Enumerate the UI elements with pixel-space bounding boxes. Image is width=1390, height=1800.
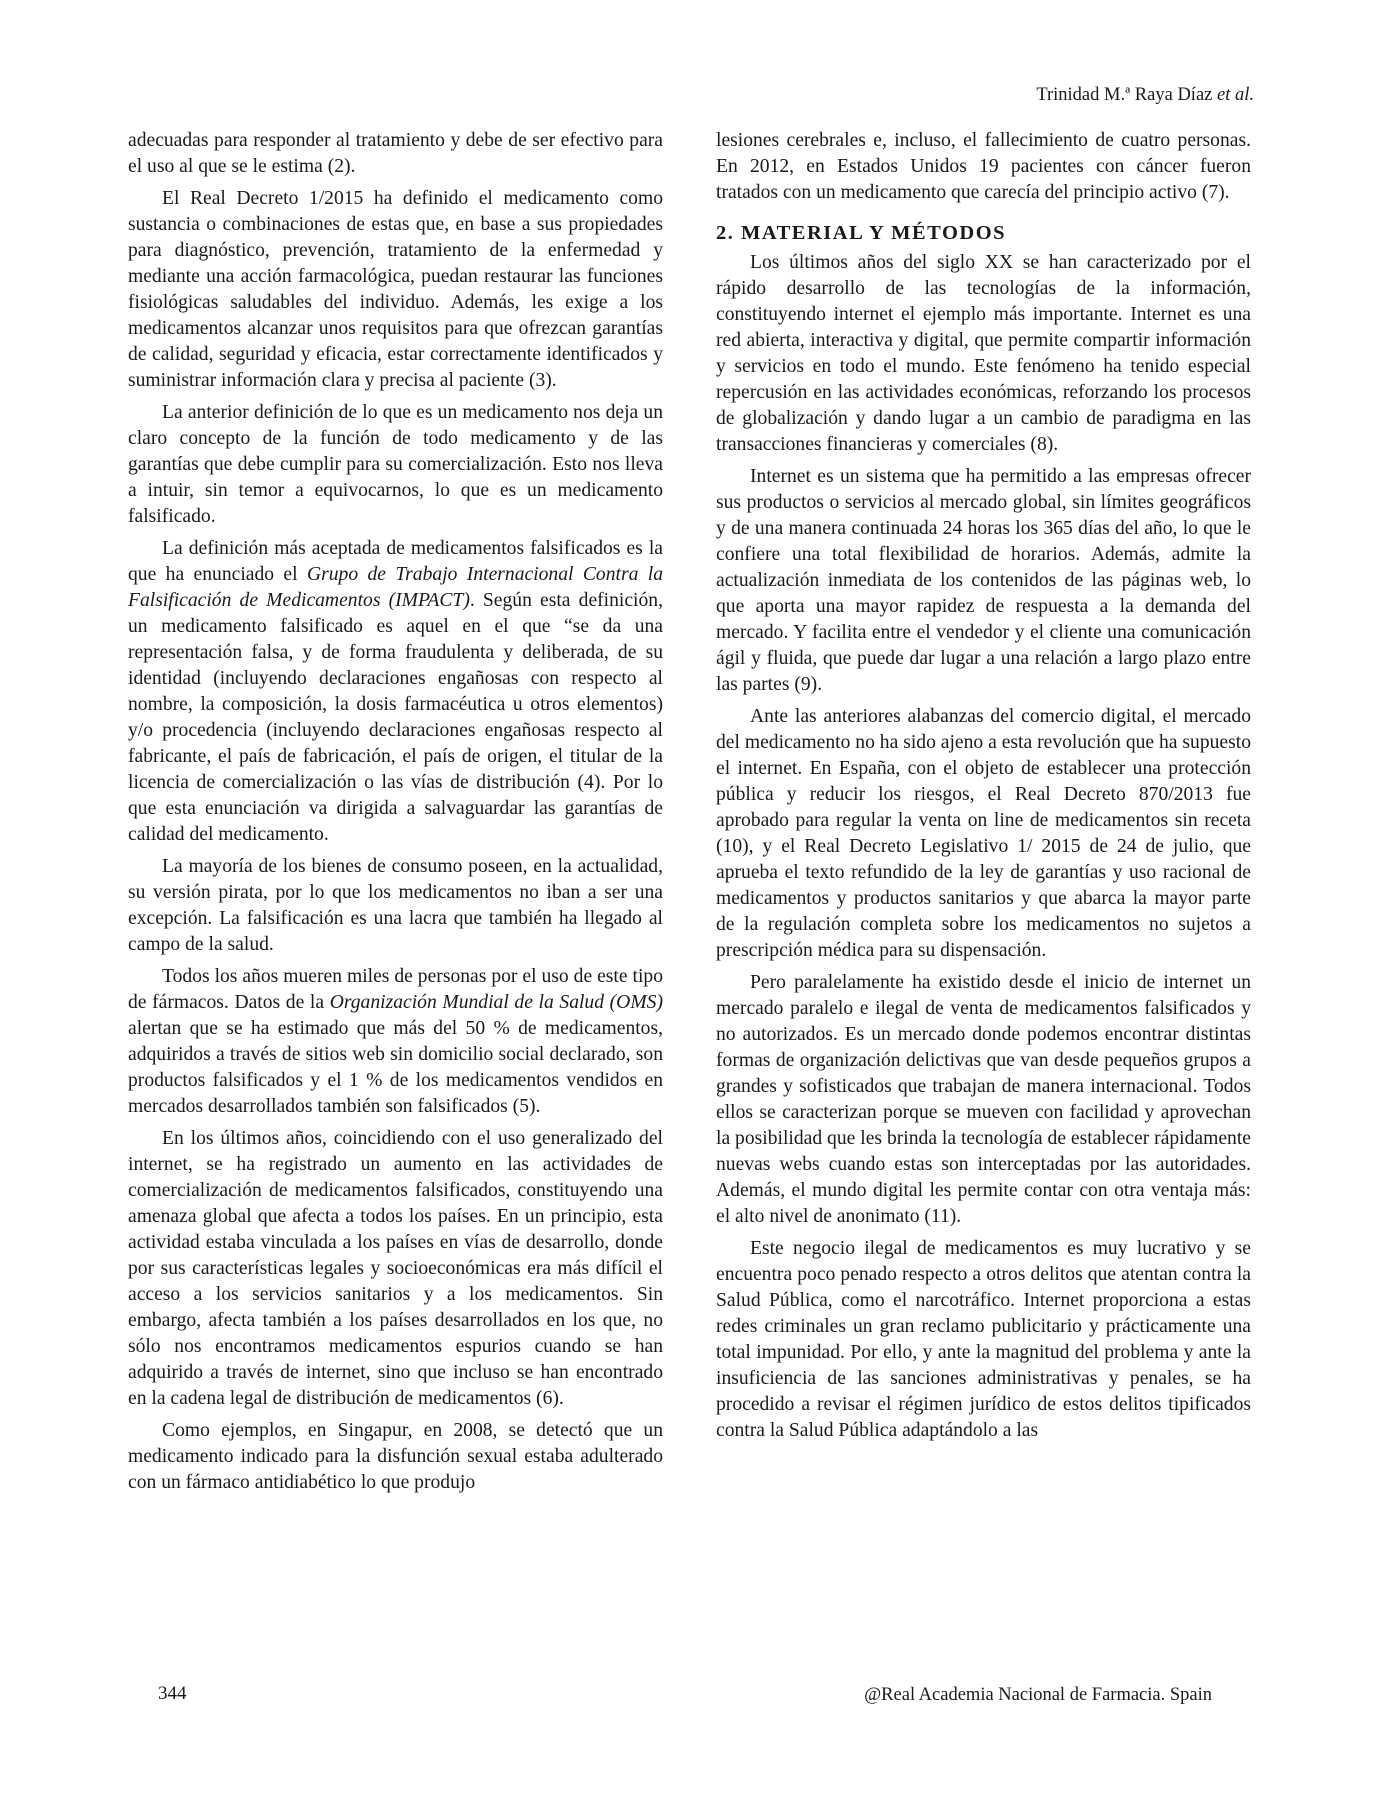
text-run: Todos los años mueren miles de personas por el uso de este tipo de fármacos. Datos de la bbox=[128, 966, 663, 1013]
left-column bbox=[128, 128, 663, 1502]
copyright-notice: @Real Academia Nacional de Farmacia. Spain bbox=[864, 1685, 1212, 1705]
paragraph: Internet es un sistema que ha permitido a las empresas ofrecer sus productos o servicios al mercado global, sin límites geográficos y de una manera continuada 24 horas los 365 días del año, lo que le confiere una total flexibilidad de horarios. Además, admite la actualización inmediata de los contenidos de las páginas web, lo que aporta una mayor rapidez de respuesta a la demanda del mercado. Y facilita entre el vendedor y el cliente una comunicación ágil y fluida, que puede dar lugar a una relación a largo plazo entre las partes (9). bbox=[716, 466, 1251, 695]
paragraph: La mayoría de los bienes de consumo poseen, en la actualidad, su versión pirata, por lo que los medicamentos no iban a ser una excepción. La falsificación es una lacra que también ha llegado al campo de la salud. bbox=[128, 856, 663, 955]
running-head bbox=[1036, 84, 1254, 106]
paragraph: Los últimos años del siglo XX se han caracterizado por el rápido desarrollo de las tecnologías de la información, constituyendo internet el ejemplo más importante. Internet es una red abierta, interactiva y digital, que permite compartir información y servicios en todo el mundo. Este fenómeno ha tenido especial repercusión en las actividades económicas, reforzando los procesos de globalización y dando lugar a un cambio de paradigma en las transacciones financieras y comerciales (8). bbox=[716, 252, 1251, 455]
text-run: . Según esta definición, un medicamento falsificado es aquel en el que “se da una representación falsa, y de forma fraudulenta y deliberada, de su identidad (incluyendo declaraciones engañosas con respecto al nombre, la composición, la dosis farmacéutica u otros elementos) y/o procedencia (incluyendo declaraciones engañosas respecto al fabricante, el país de fabricación, el país de origen, el titular de la licencia de comercialización o las vías de distribución (4). Por lo que esta enunciación va dirigida a salvaguardar las garantías de calidad del medicamento. bbox=[128, 590, 663, 845]
right-column bbox=[716, 128, 1251, 1450]
paragraph: lesiones cerebrales e, incluso, el fallecimiento de cuatro personas. En 2012, en Estados Unidos 19 pacientes con cáncer fueron tratados con un medicamento que carecía del principio activo (7). bbox=[716, 130, 1251, 203]
text-run: alertan que se ha estimado que más del 50 % de medicamentos, adquiridos a través de sitios web sin domicilio social declarado, son productos falsificados y el 1 % de los medicamentos vendidos en mercados desarrollados también son falsificados (5). bbox=[128, 1018, 663, 1117]
running-head-etal: et al. bbox=[1217, 85, 1254, 105]
paragraph bbox=[128, 964, 663, 1120]
paragraph: Este negocio ilegal de medicamentos es muy lucrativo y se encuentra poco penado respecto a otros delitos que atentan contra la Salud Pública, como el narcotráfico. Internet proporciona a estas redes criminales un gran reclamo publicitario y prácticamente una total impunidad. Por ello, y ante la magnitud del problema y ante la insuficiencia de las sanciones administrativas y penales, se ha procedido a revisar el régimen jurídico de estos delitos tipificados contra la Salud Pública adaptándolo a las bbox=[716, 1238, 1251, 1441]
paragraph: Pero paralelamente ha existido desde el inicio de internet un mercado paralelo e ilegal de venta de medicamentos falsificados y no autorizados. Es un mercado donde podemos encontrar distintas formas de organización delictivas que van desde pequeños grupos a grandes y sofisticados que trabajan de manera internacional. Todos ellos se caracterizan porque se mueven con facilidad y aprovechan la posibilidad que les brinda la tecnología de establecer rápidamente nuevas webs cuando estas son interceptadas por las autoridades. Además, el mundo digital les permite contar con otra ventaja más: el alto nivel de anonimato (11). bbox=[716, 972, 1251, 1227]
page-number: 344 bbox=[158, 1683, 187, 1704]
paragraph bbox=[128, 536, 663, 848]
paragraph: En los últimos años, coincidiendo con el uso generalizado del internet, se ha registrado un aumento en las actividades de comercialización de medicamentos falsificados, constituyendo una amenaza global que afecta a todos los países. En un principio, esta actividad estaba vinculada a los países en vías de desarrollo, donde por sus características legales y socioeconómicas era más difícil el acceso a los servicios sanitarios y a los medicamentos. Sin embargo, afecta también a los países desarrollados en los que, no sólo nos encontramos medicamentos espurios cuando se han adquirido a través de internet, sino que incluso se han encontrado en la cadena legal de distribución de medicamentos (6). bbox=[128, 1128, 663, 1409]
paragraph: Ante las anteriores alabanzas del comercio digital, el mercado del medicamento no ha sido ajeno a esta revolución que ha supuesto el internet. En España, con el objeto de establecer una protección pública y reducir los riesgos, el Real Decreto 870/2013 fue aprobado para regular la venta on line de medicamentos sin receta (10), y el Real Decreto Legislativo 1/ 2015 de 24 de julio, que aprueba el texto refundido de la ley de garantías y uso racional de medicamentos y productos sanitarios y que abarca la mayor parte de la regulación completa sobre los medicamentos no sujetos a prescripción médica para su dispensación. bbox=[716, 706, 1251, 961]
section-heading: 2. MATERIAL Y MÉTODOS bbox=[716, 222, 1007, 244]
text-run: La definición más aceptada de medicamentos falsificados es la que ha enunciado el bbox=[128, 538, 663, 585]
italic-term: Organización Mundial de la Salud (OMS) bbox=[329, 992, 663, 1013]
paragraph: El Real Decreto 1/2015 ha definido el medicamento como sustancia o combinaciones de estas que, en base a sus propiedades para diagnóstico, prevención, tratamiento de la enfermedad y mediante una acción farmacológica, puedan restaurar las funciones fisiológicas saludables del individuo. Además, les exige a los medicamentos alcanzar unos requisitos para que ofrezcan garantías de calidad, seguridad y eficacia, estar correctamente identificados y suministrar información clara y precisa al paciente (3). bbox=[128, 188, 663, 391]
italic-term: Grupo de Trabajo Internacional Contra la Falsificación de Medicamentos (IMPACT) bbox=[128, 564, 663, 611]
running-head-authors: Trinidad M.ª Raya Díaz bbox=[1036, 85, 1217, 105]
paragraph: adecuadas para responder al tratamiento y debe de ser efectivo para el uso al que se le estima (2). bbox=[128, 130, 663, 177]
paragraph: Como ejemplos, en Singapur, en 2008, se detectó que un medicamento indicado para la disfunción sexual estaba adulterado con un fármaco antidiabético lo que produjo bbox=[128, 1420, 663, 1493]
paragraph: La anterior definición de lo que es un medicamento nos deja un claro concepto de la función de todo medicamento y de las garantías que debe cumplir para su comercialización. Esto nos lleva a intuir, sin temor a equivocarnos, lo que es un medicamento falsificado. bbox=[128, 402, 663, 527]
